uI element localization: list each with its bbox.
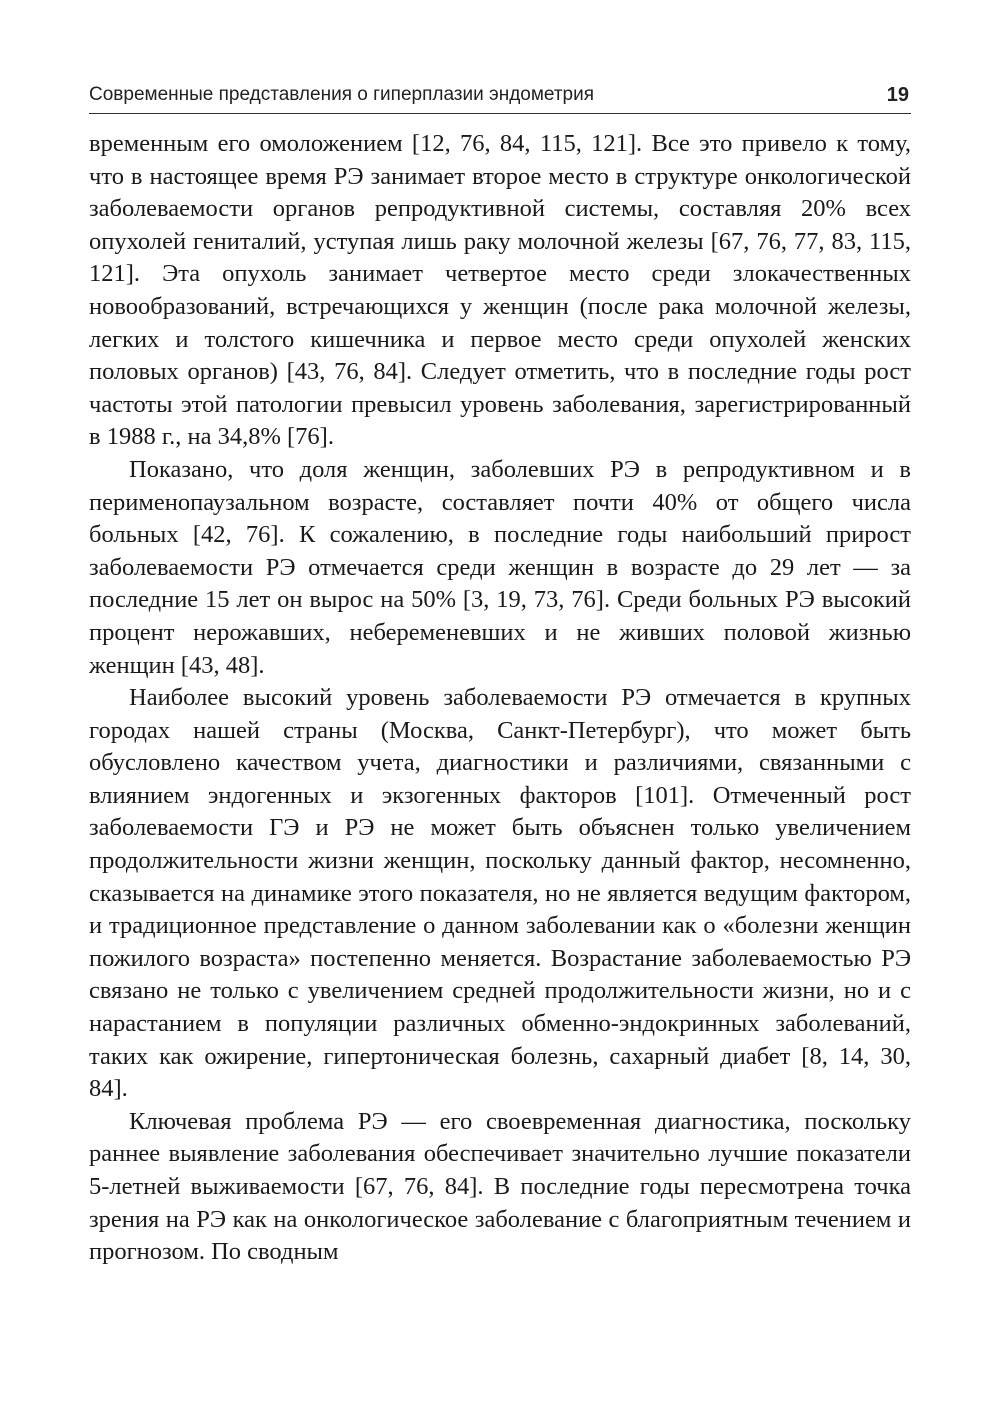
paragraph: Наиболее высокий уровень заболеваемости РЭ отмечается в крупных городах нашей страны (Москва, Санкт-Петербург), что может быть обусловлено качеством учета, диагностики и различиями, связанными с влиянием эндогенных и экзогенных факторов [101]. Отмеченный рост заболеваемости ГЭ и РЭ не может быть объяснен только увеличением продолжительности жизни женщин, поскольку данный фактор, несомненно, сказывается на динамике этого показателя, но не является ведущим фактором, и традиционное представление о данном заболевании как о «болезни женщин пожилого возраста» постепенно меняется. Возрастание заболеваемостью РЭ связано не только с увеличением средней продолжительности жизни, но и с нарастанием в популяции различных обменно-эндокринных заболеваний, таких как ожирение, гипертоническая болезнь, сахарный диабет [8, 14, 30, 84].	[89, 684, 911, 1103]
paragraph: временным его омоложением [12, 76, 84, 115, 121]. Все это привело к тому, что в настоящее время РЭ занимает второе место в структуре онкологической заболеваемости органов репродуктивной системы, составляя 20% всех опухолей гениталий, уступая лишь раку молочной железы [67, 76, 77, 83, 115, 121]. Эта опухоль занимает четвертое место среди злокачественных новообразований, встречающихся у женщин (после рака молочной железы, легких и толстого кишечника и первое место среди опухолей женских половых органов) [43, 76, 84]. Следует отметить, что в последние годы рост частоты этой патологии превысил уровень заболевания, зарегистрированный в 1988 г., на 34,8% [76].	[89, 130, 911, 451]
body-text	[89, 128, 911, 1269]
running-title: Современные представления о гиперплазии эндометрия	[89, 84, 595, 105]
paragraph: Показано, что доля женщин, заболевших РЭ в репродуктивном и в перименопаузальном возрасте, составляет почти 40% от общего числа больных [42, 76]. К сожалению, в последние годы наибольший прирост заболеваемости РЭ отмечается среди женщин в возрасте до 29 лет — за последние 15 лет он вырос на 50% [3, 19, 73, 76]. Среди больных РЭ высокий процент нерожавших, небеременевших и не живших половой жизнью женщин [43, 48].	[89, 455, 911, 679]
page-number: 19	[886, 84, 909, 106]
running-head	[89, 80, 911, 110]
paragraph: Ключевая проблема РЭ — его своевременная диагностика, поскольку раннее выявление заболевания обеспечивает значительно лучшие показатели 5-летней выживаемости [67, 76, 84]. В последние годы пересмотрена точка зрения на РЭ как на онкологическое заболевание с благоприятным течением и прогнозом. По сводным	[89, 1107, 911, 1266]
header-rule	[89, 113, 911, 114]
